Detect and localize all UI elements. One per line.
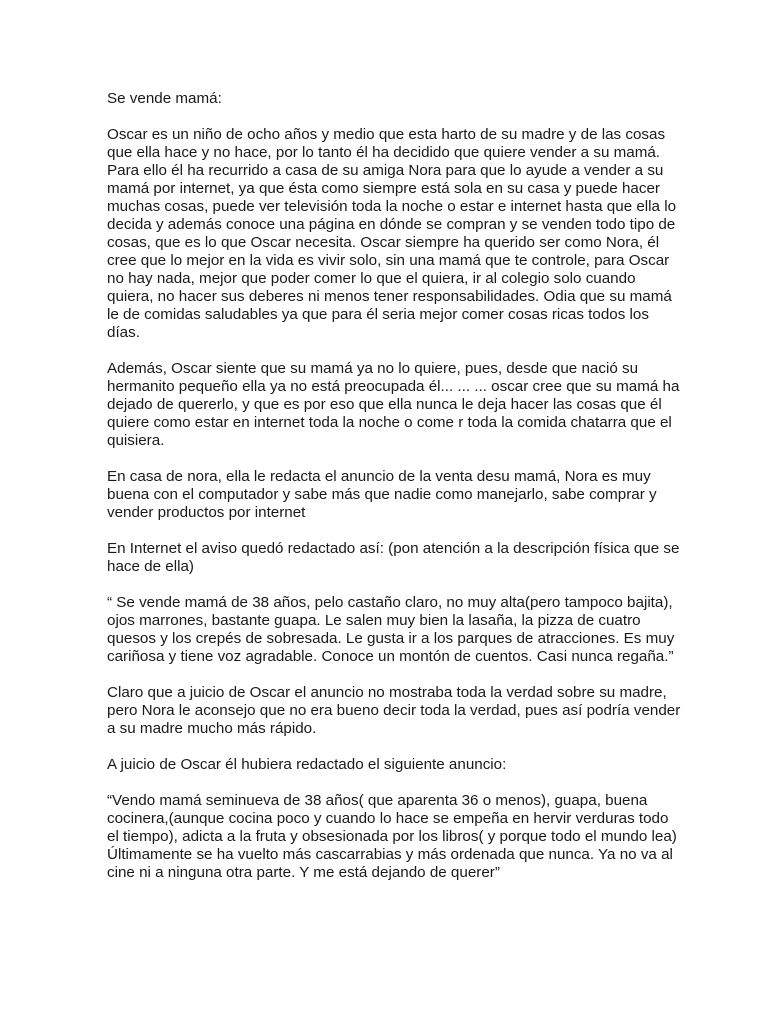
paragraph-intro: Oscar es un niño de ocho años y medio que esta harto de su madre y de las cosas que ella hace y no hace, por lo tanto él ha decidido que quiere vender a su mamá. Para ello él ha recurrido a casa de su amiga Nora para que lo ayude a vender a su mamá por internet, ya que ésta como siempre está sola en su casa y puede hacer muchas cosas, puede ver televisión toda la noche o estar e internet hasta que ella lo decida y además conoce una página en dónde se compran y se venden todo tipo de cosas, que es lo que Oscar necesita. Oscar siempre ha querido ser como Nora, él cree que lo mejor en la vida es vivir solo, sin una mamá que te controle, para Oscar no hay nada, mejor que poder comer lo que el quiera, ir al colegio solo cuando quiera, no hacer sus deberes ni menos tener responsabilidades. Odia que su mamá le de comidas saludables ya que para él seria mejor comer cosas ricas todos los días.: [107, 126, 677, 341]
paragraph-sibling: Además, Oscar siente que su mamá ya no lo quiere, pues, desde que nació su hermanito pequeño ella ya no está preocupada él... ... ... oscar cree que su mamá ha dejado de quererlo, y que es por eso que ella nunca le deja hacer las cosas que él quiere como estar en internet toda la noche o come r toda la comida chatarra que el quisiera.: [107, 360, 680, 449]
document-title: Se vende mamá:: [107, 90, 222, 107]
paragraph-ad-intro: En Internet el aviso quedó redactado así: (pon atención a la descripción física que se hace de ella): [107, 540, 680, 575]
paragraph-truth: Claro que a juicio de Oscar el anuncio no mostraba toda la verdad sobre su madre, pero Nora le aconsejo que no era bueno decir toda la verdad, pues así podría vender a su madre mucho más rápido.: [107, 684, 681, 737]
paragraph-nora: En casa de nora, ella le redacta el anuncio de la venta desu mamá, Nora es muy buena con el computador y sabe más que nadie como manejarlo, sabe comprar y vender productos por internet: [107, 468, 657, 521]
paragraph-oscar-quote: “Vendo mamá seminueva de 38 años( que aparenta 36 o menos), guapa, buena cocinera,(aunque cocina poco y cuando lo hace se empeña en hervir verduras todo el tiempo), adicta a la fruta y obsesionada por los libros( y porque todo el mundo lea) Últimamente se ha vuelto más cascarrabias y más ordenada que nunca. Ya no va al cine ni a ninguna otra parte. Y me está dejando de querer”: [107, 792, 677, 881]
paragraph-oscar-intro: A juicio de Oscar él hubiera redactado el siguiente anuncio:: [107, 756, 507, 773]
paragraph-ad-quote: “ Se vende mamá de 38 años, pelo castaño claro, no muy alta(pero tampoco bajita), ojos marrones, bastante guapa. Le salen muy bien la lasaña, la pizza de cuatro quesos y los crepés de sobresada. Le gusta ir a los parques de atracciones. Es muy cariñosa y tiene voz agradable. Conoce un montón de cuentos. Casi nunca regaña.”: [107, 594, 675, 665]
document-page: [107, 90, 682, 900]
